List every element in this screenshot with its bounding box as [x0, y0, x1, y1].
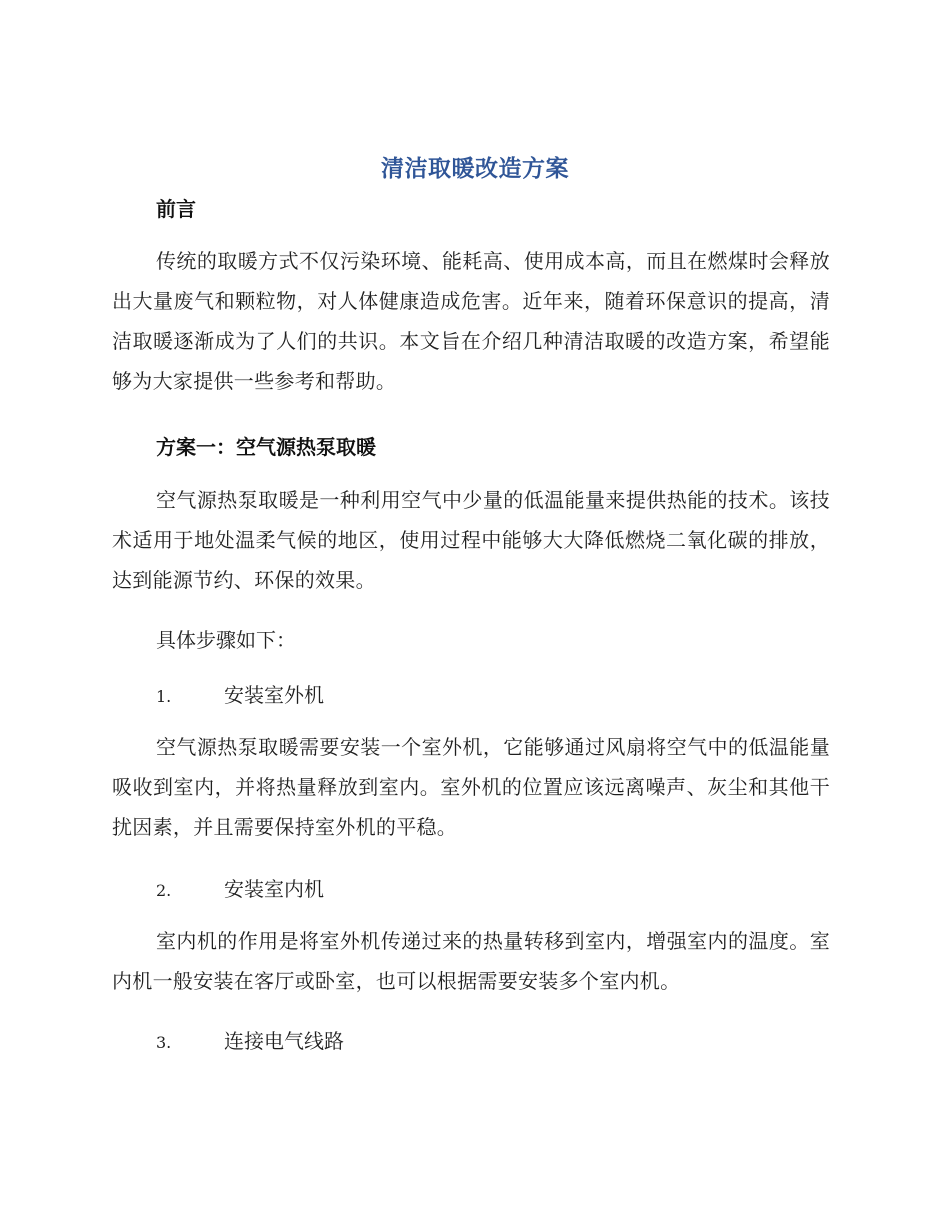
step-number: 2.: [156, 881, 172, 900]
step-label: 安装室内机: [224, 877, 324, 901]
step-item: [156, 873, 324, 902]
step-item: [156, 1025, 344, 1054]
step-paragraph: 空气源热泵取暖需要安装一个室外机，它能够通过风扇将空气中的低温能量吸收到室内，并将热量释放到室内。室外机的位置应该远离噪声、灰尘和其他干扰因素，并且需要保持室外机的平稳。: [112, 735, 830, 839]
step-item: [156, 679, 324, 708]
plan1-heading: 方案一：空气源热泵取暖: [156, 435, 376, 459]
steps-intro: 具体步骤如下：: [156, 628, 296, 652]
step-number: 1.: [156, 687, 172, 706]
preface-paragraph: 传统的取暖方式不仅污染环境、能耗高、使用成本高，而且在燃煤时会释放出大量废气和颗粒物，对人体健康造成危害。近年来，随着环保意识的提高，清洁取暖逐渐成为了人们的共识。本文旨在介绍几种清洁取暖的改造方案，希望能够为大家提供一些参考和帮助。: [112, 249, 830, 393]
step-paragraph: 室内机的作用是将室外机传递过来的热量转移到室内，增强室内的温度。室内机一般安装在客厅或卧室，也可以根据需要安装多个室内机。: [112, 929, 830, 993]
preface-heading: 前言: [156, 197, 196, 221]
plan1-paragraph: 空气源热泵取暖是一种利用空气中少量的低温能量来提供热能的技术。该技术适用于地处温柔气候的地区，使用过程中能够大大降低燃烧二氧化碳的排放，达到能源节约、环保的效果。: [112, 488, 830, 592]
step-label: 连接电气线路: [224, 1029, 344, 1053]
step-label: 安装室外机: [224, 683, 324, 707]
step-number: 3.: [156, 1033, 172, 1052]
document-title: 清洁取暖改造方案: [381, 156, 569, 182]
